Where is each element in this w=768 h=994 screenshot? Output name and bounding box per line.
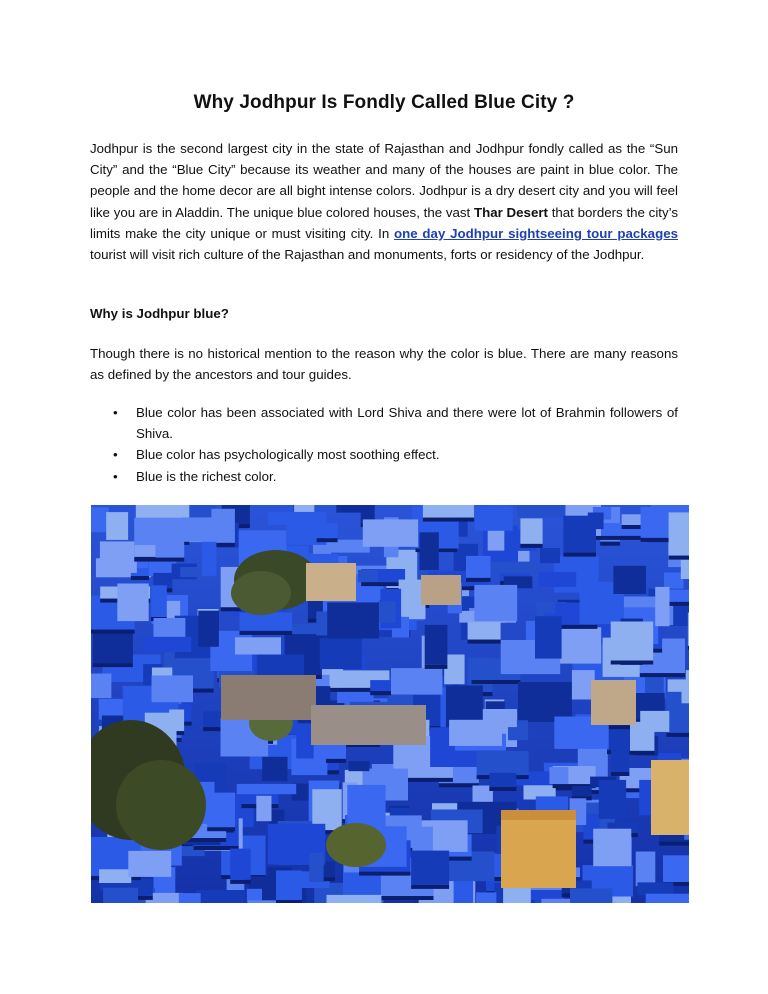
rooftop-shadow (611, 661, 654, 665)
rooftop-shape (391, 668, 442, 694)
rooftop-shape (517, 505, 565, 518)
rooftop-shape (449, 720, 502, 746)
rooftop-shape (320, 638, 362, 669)
rooftop-shape (151, 585, 167, 617)
rooftop-shadow (669, 556, 689, 560)
thar-desert-bold: Thar Desert (474, 204, 548, 220)
list-item (90, 402, 678, 444)
bullet-icon: • (113, 468, 118, 484)
rooftop-shadow (600, 542, 620, 546)
rooftop-shape (637, 882, 673, 895)
rooftop-shape (563, 516, 596, 553)
rooftop-shape (128, 851, 171, 877)
rooftop-shape (655, 587, 669, 626)
rooftop-shadow (411, 885, 449, 889)
rooftop-shape (196, 890, 245, 903)
rooftop-shape (358, 570, 378, 582)
rooftop-shadow (666, 733, 689, 737)
rooftop-shadow (240, 631, 293, 635)
rooftop-shape (466, 556, 491, 578)
rooftop-shadow (563, 553, 596, 557)
rooftop-shape (179, 893, 201, 903)
rooftop-shape (327, 602, 379, 638)
rooftop-shadow (207, 827, 235, 831)
rooftop-shadow (489, 787, 516, 791)
rooftop-shape (487, 562, 538, 574)
rooftop-shape (570, 888, 612, 903)
rooftop-shape (100, 541, 137, 573)
rooftop-shape (240, 612, 293, 631)
rooftop-shape (237, 784, 297, 794)
section-heading: Why is Jodhpur blue? (90, 306, 229, 321)
reasons-paragraph: Though there is no historical mention to the reason why the color is blue. There are many reasons as defined by the ancestors and tour guides. (90, 346, 678, 383)
rooftop-shape (152, 675, 194, 702)
rooftop-shape (138, 883, 153, 896)
rooftop-shape (611, 622, 654, 661)
rooftop-shape (489, 773, 516, 787)
list-item-text: Blue color has been associated with Lord Shiva and there were lot of Brahmin followers of Shiva. (136, 405, 678, 442)
rooftop-shape (182, 517, 220, 541)
rooftop-shadow (361, 582, 405, 586)
rooftop-shape (520, 518, 542, 544)
rooftop-shadow (138, 896, 153, 900)
rooftop-shape (91, 674, 111, 699)
rooftop-shadow (640, 673, 685, 677)
rooftop-shape (688, 613, 689, 646)
rooftop-shape (235, 637, 281, 654)
rooftop-shape (665, 692, 681, 704)
rooftop-shape (636, 852, 656, 887)
rooftop-shadow (423, 518, 474, 522)
rooftop-shape (202, 539, 217, 576)
rooftop-shape (666, 703, 689, 733)
rooftop-shape (425, 625, 448, 665)
rooftop-shape (468, 622, 501, 639)
rooftop-shadow (359, 872, 411, 876)
rooftop-shape (135, 545, 156, 557)
rooftop-shape (336, 505, 367, 513)
rooftop-shape (669, 512, 689, 555)
rooftop-shape (143, 637, 191, 652)
rooftop-shadow (317, 538, 338, 542)
rooftop-shape (106, 512, 128, 540)
rooftop-shadow (688, 646, 689, 650)
rooftop-shadow (468, 640, 501, 644)
rooftop-shape (613, 566, 646, 594)
rooftop-shape (477, 751, 529, 775)
rooftop-shape (262, 757, 287, 781)
rooftop-shape (349, 761, 370, 771)
rooftop-shape (420, 532, 439, 570)
list-item (90, 444, 678, 465)
rooftop-shadow (93, 663, 133, 667)
rooftop-shape (549, 767, 568, 784)
rooftop-shadow (425, 665, 448, 669)
rooftop-shadow (659, 842, 689, 846)
rooftop-shape (476, 892, 496, 903)
list-item-text: Blue is the richest color. (136, 468, 277, 484)
rooftop-shape (317, 523, 338, 538)
reasons-list (90, 402, 678, 487)
rooftop-shape (475, 506, 513, 531)
rooftop-shadow (381, 896, 434, 900)
bullet-icon: • (113, 405, 118, 420)
rooftop-shadow (630, 751, 654, 755)
rooftop-shadow (135, 557, 156, 561)
tour-packages-link[interactable]: one day Jodhpur sightseeing tour packages (394, 225, 678, 241)
rooftop-shape (363, 519, 418, 546)
rooftop-shape (347, 785, 385, 829)
rooftop-shape (309, 853, 323, 882)
rooftop-shape (630, 722, 654, 751)
page-title: Why Jodhpur Is Fondly Called Blue City ? (193, 92, 575, 113)
rooftop-shadow (472, 680, 521, 684)
rooftop-shape (256, 796, 271, 821)
rooftop-shadow (276, 900, 302, 903)
rooftop-shape (611, 729, 629, 772)
rooftop-shape (572, 786, 592, 796)
rooftop-shape (474, 585, 517, 621)
rooftop-shape (540, 548, 560, 563)
rooftop-shadow (230, 880, 251, 884)
rooftop-shape (593, 829, 631, 867)
rooftop-shape (599, 780, 626, 819)
rooftop-shape (503, 886, 531, 903)
intro-text-2: that borders the city’s limits make the city unique or must visiting city. In (90, 204, 678, 241)
blue-city-illustration (91, 505, 689, 903)
rooftop-shadow (131, 576, 149, 580)
rooftop-shadow (370, 691, 391, 695)
rooftop-shape (539, 572, 576, 587)
list-item-text: Blue color has psychologically most soothing effect. (136, 447, 440, 463)
rooftop-shadow (326, 759, 346, 763)
rooftop-shadow (91, 630, 135, 634)
rooftop-shape (370, 680, 391, 691)
rooftop-shape (207, 793, 235, 828)
rooftop-shape (518, 682, 572, 722)
intro-text-3: tourist will visit rich culture of the Rajasthan and monuments, forts or residency of the Jodhpur. (90, 247, 645, 263)
rooftop-shape (646, 894, 689, 903)
rooftop-shape (99, 869, 131, 883)
rooftop-shape (327, 895, 382, 903)
list-item (90, 466, 678, 487)
rooftop-shape (378, 601, 396, 623)
rooftop-shape (663, 855, 689, 882)
rooftop-shape (198, 611, 219, 647)
rooftop-shape (535, 616, 562, 658)
intro-text-1: Jodhpur is the second largest city in the state of Rajasthan and Jodhpur fondly called as the “Sun City” and the “Blue City” because its weather and many of the houses are paint in blue color. The people and the home decor are all bight intense colors. Jodhpur is a dry desert city and you will feel like you are in Aladdin. The unique blue colored houses, the vast (90, 141, 678, 220)
rooftop-shape (681, 560, 689, 579)
rooftop-shadow (466, 578, 491, 582)
rooftop-shape (268, 512, 327, 525)
rooftop-shadow (611, 772, 629, 776)
rooftop-shadow (520, 544, 542, 548)
rooftop-shape (230, 849, 251, 880)
rooftop-shape (91, 507, 109, 532)
rooftop-shape (117, 584, 148, 622)
rooftop-shadow (187, 838, 226, 842)
bullet-icon: • (113, 447, 118, 463)
intro-paragraph (90, 138, 678, 265)
blue-city-photo (91, 505, 689, 903)
rooftop-shape (411, 851, 449, 885)
rooftop-shape (423, 505, 474, 518)
